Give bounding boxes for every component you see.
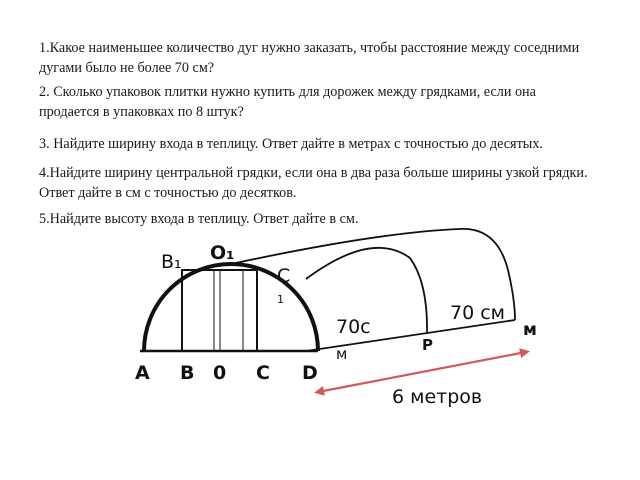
question-4: 4.Найдите ширину центральной грядки, если она в два раза больше ширины узкой грядки. Ответ дайте в см с точностью до десятков. <box>39 165 588 201</box>
front-arch <box>144 264 318 351</box>
label-zero: 0 <box>213 362 227 384</box>
label-c: C <box>256 362 270 384</box>
ridge-line <box>231 229 460 264</box>
label-b: B <box>180 362 195 384</box>
label-d: D <box>302 362 318 384</box>
question-5: 5.Найдите высоту входа в теплицу. Ответ дайте в см. <box>39 211 359 227</box>
label-c1: C <box>277 265 291 287</box>
dim-70cm-left: 70с <box>336 316 371 338</box>
dim-70cm-left-unit: м <box>336 345 348 363</box>
label-p: P <box>422 336 433 354</box>
label-b1: B₁ <box>161 251 182 273</box>
question-1: 1.Какое наименьшее количество дуг нужно заказать, чтобы расстояние между соседними дугами было не более 70 см? <box>39 40 580 76</box>
question-2: 2. Сколько упаковок плитки нужно купить для дорожек между грядками, если она продается в упаковках по 8 штук? <box>39 84 536 120</box>
dim-70cm-right: 70 см <box>450 302 505 324</box>
label-c1-sub: 1 <box>277 293 284 306</box>
label-m: м <box>523 320 537 340</box>
label-a: A <box>135 362 150 384</box>
question-3: 3. Найдите ширину входа в теплицу. Ответ дайте в метрах с точностью до десятых. <box>39 136 543 152</box>
length-label: 6 метров <box>392 386 483 408</box>
label-o1: O₁ <box>210 242 235 264</box>
